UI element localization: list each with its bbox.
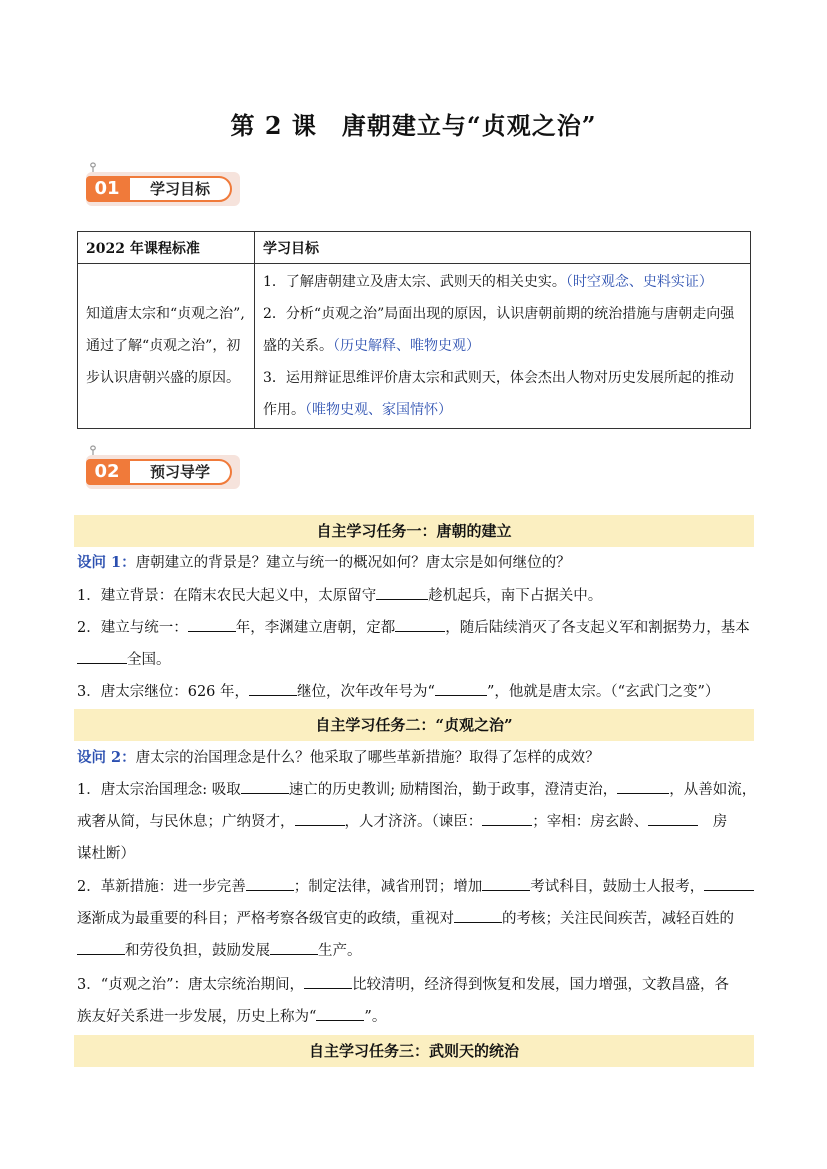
standard-line: 知道唐太宗和“贞观之治”, [86, 306, 245, 322]
section-badge-goals [82, 162, 242, 206]
task-1-line [77, 580, 753, 612]
text: 谋杜断） [77, 846, 135, 862]
table-row [78, 264, 751, 429]
text: 的考核；关注民间疾苦，减轻百姓的 [502, 911, 734, 927]
text: ；制定法律，减省刑罚；增加 [293, 879, 483, 895]
goal-tag: （时空观念、史料实证） [565, 274, 713, 290]
fill-blank[interactable] [395, 617, 445, 632]
fill-blank[interactable] [249, 681, 297, 696]
fill-blank[interactable] [188, 617, 236, 632]
task-2-line [77, 935, 753, 967]
text: 全国。 [127, 652, 171, 668]
task-2-line [77, 903, 753, 935]
text: ，人才济济。（谏臣： [344, 814, 483, 830]
text: 3．唐太宗继位：626 年， [77, 684, 250, 700]
text: 房 [698, 814, 728, 830]
standard-cell [78, 264, 255, 429]
fill-blank[interactable] [241, 779, 289, 794]
text: ；宰相：房玄龄、 [532, 814, 649, 830]
goal-line [263, 298, 742, 330]
task-2-line [77, 806, 753, 838]
goals-cell [255, 264, 751, 429]
table-header-goals: 学习目标 [255, 232, 751, 264]
text: 戒奢从简，与民休息；广纳贤才， [77, 814, 295, 830]
table-header-standard: 2022 年课程标准 [78, 232, 255, 264]
text: 族友好关系进一步发展，历史上称为“ [77, 1009, 317, 1025]
question-text: 唐太宗的治国理念是什么？他采取了哪些革新措施？取得了怎样的成效？ [135, 750, 600, 766]
fill-blank[interactable] [435, 681, 487, 696]
standard-line: 通过了解“贞观之治”，初 [86, 338, 241, 354]
fill-blank[interactable] [270, 940, 318, 955]
fill-blank[interactable] [482, 811, 532, 826]
goals-table [77, 231, 751, 429]
task-2-line [77, 774, 757, 806]
text: ，从善如流， [669, 782, 757, 798]
fill-blank[interactable] [454, 908, 502, 923]
question-text: 唐朝建立的背景是？建立与统一的概况如何？唐太宗是如何继位的？ [135, 555, 571, 571]
text: 生产。 [318, 943, 362, 959]
fill-blank[interactable] [376, 585, 428, 600]
task-1-line [77, 676, 753, 708]
task-2-line [77, 969, 753, 1001]
page-title: 第 2 课 唐朝建立与“贞观之治” [230, 111, 597, 140]
text: 考试科目，鼓励士人报考， [530, 879, 705, 895]
goal-line [263, 394, 742, 426]
text: ”。 [364, 1009, 387, 1025]
text: 逐渐成为最重要的科目；严格考察各级官吏的政绩，重视对 [77, 911, 454, 927]
task-2-line [77, 1001, 753, 1033]
table-header-row [78, 232, 751, 264]
text: 2．建立与统一： [77, 620, 188, 636]
section-number: 01 [86, 176, 128, 202]
section-number: 02 [86, 459, 128, 485]
goal-line [263, 330, 742, 362]
text: 1．建立背景：在隋末农民大起义中，太原留守 [77, 588, 377, 604]
task-3-title: 自主学习任务三：武则天的统治 [74, 1035, 754, 1067]
text: 1．唐太宗治国理念: 吸取 [77, 782, 241, 798]
fill-blank[interactable] [482, 876, 530, 891]
question-1 [77, 547, 753, 579]
question-label: 设问 2： [77, 749, 136, 766]
goal-text: 1．了解唐朝建立及唐太宗、武则天的相关史实。 [263, 274, 566, 290]
text: 比较清明，经济得到恢复和发展，国力增强，文教昌盛，各 [352, 977, 730, 993]
fill-blank[interactable] [77, 649, 127, 664]
text: 继位，次年改年号为“ [297, 684, 435, 700]
text: 速亡的历史教训; 励精图治，勤于政事，澄清吏治， [288, 782, 618, 798]
fill-blank[interactable] [316, 1006, 364, 1021]
goal-text: 3．运用辩证思维评价唐太宗和武则天，体会杰出人物对历史发展所起的推动 [263, 370, 734, 386]
fill-blank[interactable] [704, 876, 754, 891]
task-2-line [77, 871, 753, 903]
text: 3．“贞观之治”：唐太宗统治期间， [77, 977, 305, 993]
goal-line [263, 362, 742, 394]
text: 年，李渊建立唐朝，定都 [235, 620, 396, 636]
task-2-line [77, 838, 753, 870]
question-label: 设问 1： [77, 554, 136, 571]
question-2 [77, 742, 753, 774]
goal-tag: （历史解释、唯物史观） [333, 338, 480, 354]
task-1-title: 自主学习任务一：唐朝的建立 [74, 515, 754, 547]
text: 趁机起兵，南下占据关中。 [428, 588, 603, 604]
goal-text: 作用。 [263, 402, 305, 418]
section-label: 学习目标 [128, 176, 232, 202]
task-1-line [77, 612, 753, 644]
fill-blank[interactable] [648, 811, 698, 826]
fill-blank[interactable] [77, 940, 125, 955]
text: 和劳役负担，鼓励发展 [125, 943, 270, 959]
fill-blank[interactable] [304, 974, 352, 989]
fill-blank[interactable] [246, 876, 294, 891]
task-1-line [77, 644, 753, 676]
text: 2．革新措施：进一步完善 [77, 879, 246, 895]
text: ，随后陆续消灭了各支起义军和割据势力，基本 [445, 620, 750, 636]
task-2-title: 自主学习任务二：“贞观之治” [74, 709, 754, 741]
section-badge-preview [82, 445, 242, 489]
goal-text: 盛的关系。 [263, 338, 333, 354]
goal-tag: （唯物史观、家国情怀） [305, 402, 452, 418]
section-label: 预习导学 [128, 459, 232, 485]
standard-line: 步认识唐朝兴盛的原因。 [86, 370, 240, 386]
goal-text: 2．分析“贞观之治”局面出现的原因，认识唐朝前期的统治措施与唐朝走向强 [263, 306, 735, 322]
text: ”，他就是唐太宗。（“玄武门之变”） [486, 684, 720, 700]
fill-blank[interactable] [617, 779, 669, 794]
fill-blank[interactable] [295, 811, 345, 826]
goal-line [263, 266, 742, 298]
